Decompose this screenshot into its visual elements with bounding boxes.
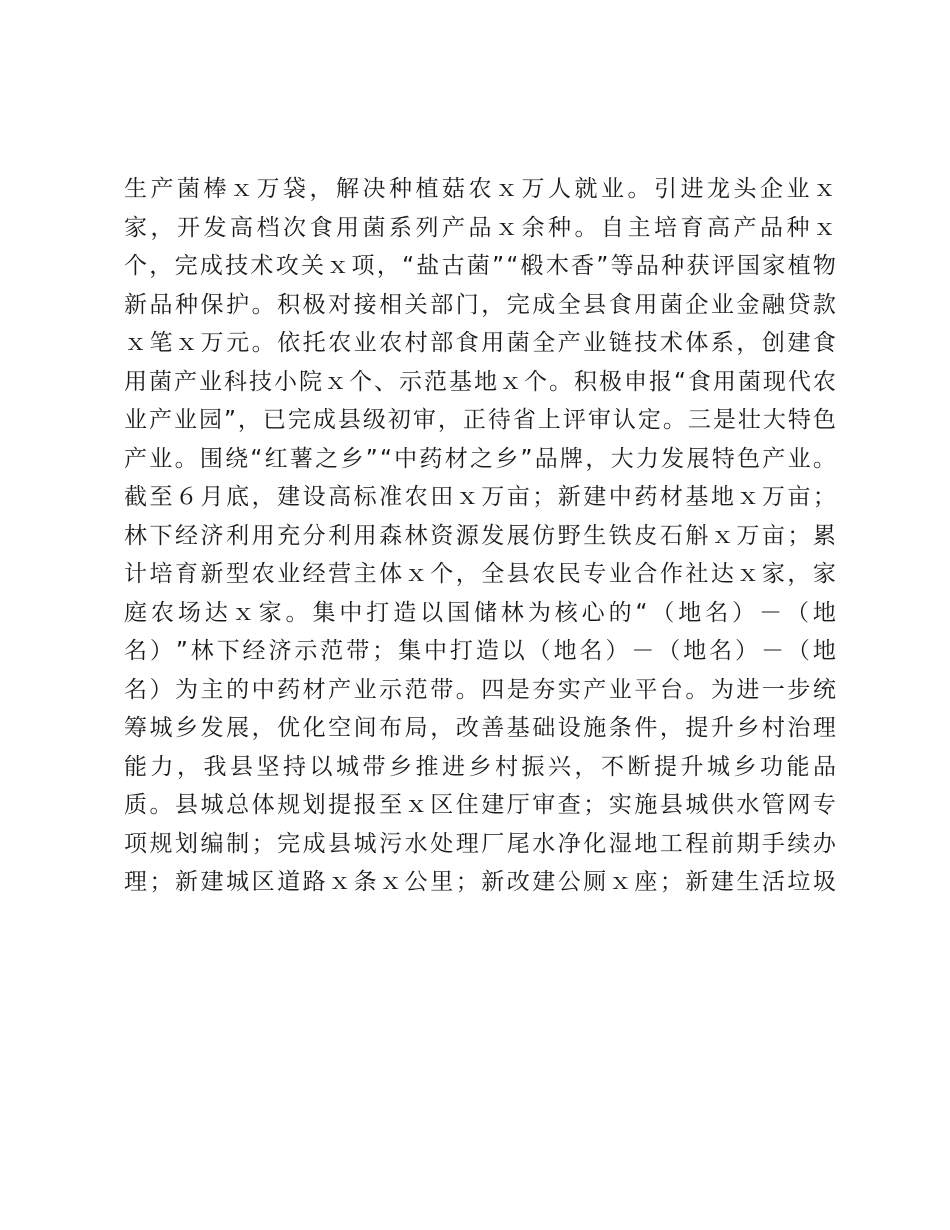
text-line: 个 ， 完 成 技 术 攻 关 ｘ 项 ， “ 盐 古 菌 ” “ 椴 木 香 ” 等 品 种 获 评 国 家 植 物 [124,253,836,279]
text-line: 生 产 菌 棒 ｘ 万 袋 ， 解 决 种 植 菇 农 ｘ 万 人 就 业 。 引 进 龙 头 企 业 ｘ [124,176,836,202]
text-line: 计 培 育 新 型 农 业 经 营 主 体 ｘ 个 ， 全 县 农 民 专 业 合 作 社 达 ｘ 家 ， 家 [124,561,836,587]
text-line: ｘ 笔 ｘ 万 元 。 依 托 农 业 农 村 部 食 用 菌 全 产 业 链 技 术 体 系 ， 创 建 食 [124,330,836,356]
text-line: 用 菌 产 业 科 技 小 院 ｘ 个 、 示 范 基 地 ｘ 个 。 积 极 申 报 “ 食 用 菌 现 代 农 [124,368,836,395]
text-line: 产 业 。 围 绕 “ 红 薯 之 乡 ” “ 中 药 材 之 乡 ” 品 牌 ， 大 力 发 展 特 色 产 业 。 [124,445,836,472]
text-line: 质 。 县 城 总 体 规 划 提 报 至 ｘ 区 住 建 厅 审 查 ； 实 施 县 城 供 水 管 网 专 [124,792,836,818]
text-line: 项 规 划 编 制 ； 完 成 县 城 污 水 处 理 厂 尾 水 净 化 湿 地 工 程 前 期 手 续 办 [124,830,836,857]
text-line: 筹 城 乡 发 展 ， 优 化 空 间 布 局 ， 改 善 基 础 设 施 条 件 ， 提 升 乡 村 治 理 [124,715,836,741]
text-line: 业 产 业 园 ” ， 已 完 成 县 级 初 审 ， 正 待 省 上 评 审 认 定 。 三 是 壮 大 特 色 [124,407,836,433]
text-line: 新 品 种 保 护 。 积 极 对 接 相 关 部 门 ， 完 成 全 县 食 用 菌 企 业 金 融 贷 款 [124,291,836,318]
text-line: 理 ； 新 建 城 区 道 路 ｘ 条 ｘ 公 里 ； 新 改 建 公 厕 ｘ 座 ； 新 建 生 活 垃 圾 [124,869,836,895]
text-line: 能 力 ， 我 县 坚 持 以 城 带 乡 推 进 乡 村 振 兴 ， 不 断 提 升 城 乡 功 能 品 [124,753,836,780]
text-line: 家 ， 开 发 高 档 次 食 用 菌 系 列 产 品 ｘ 余 种 。 自 主 培 育 高 产 品 种 ｘ [124,214,836,241]
text-line: 截 至 ６ 月 底 ， 建 设 高 标 准 农 田 ｘ 万 亩 ； 新 建 中 药 材 基 地 ｘ 万 亩 ； [124,484,836,510]
body-paragraph [124,170,836,902]
text-line: 名 ） ” 林 下 经 济 示 范 带 ； 集 中 打 造 以 （ 地 名 ） － （ 地 名 ） － （ 地 [124,638,836,664]
text-line: 庭 农 场 达 ｘ 家 。 集 中 打 造 以 国 储 林 为 核 心 的 “ （ 地 名 ） － （ 地 [124,599,836,626]
text-line: 名 ） 为 主 的 中 药 材 产 业 示 范 带 。 四 是 夯 实 产 业 平 台 。 为 进 一 步 统 [124,676,836,703]
text-line: 林 下 经 济 利 用 充 分 利 用 森 林 资 源 发 展 仿 野 生 铁 皮 石 斛 ｘ 万 亩 ； 累 [124,522,836,549]
